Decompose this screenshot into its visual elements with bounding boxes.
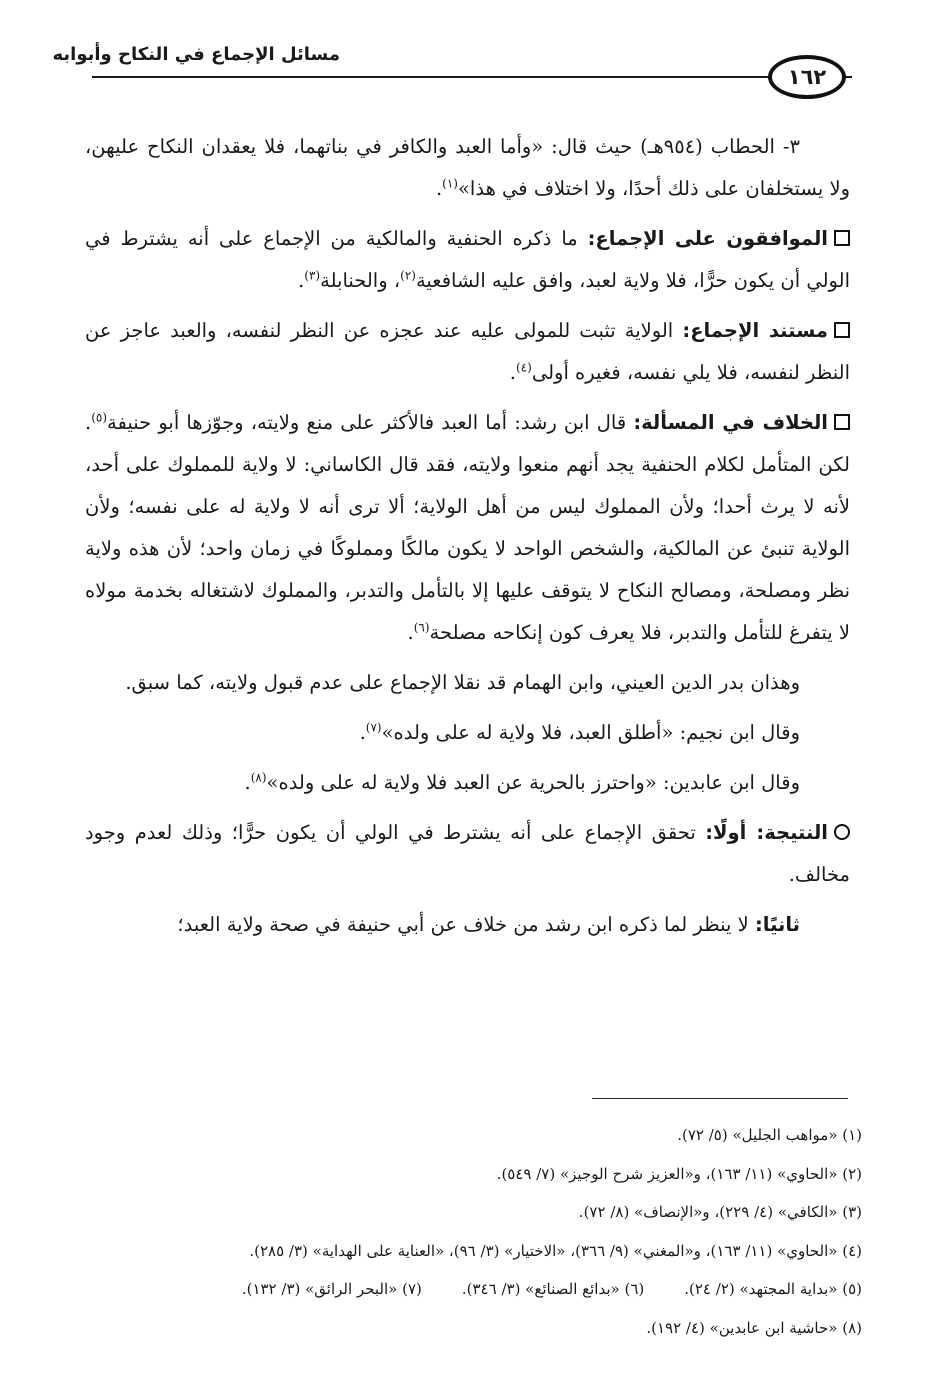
- paragraph-hattab-quote: ٣- الحطاب (٩٥٤هـ) حيث قال: «وأما العبد والكافر في بناتهما، فلا يعقدان النكاح عليهن، ولا يستخلفان على ذلك أحدًا، ولا اختلاف في هذا»$^{(١)}$.: [85, 135, 850, 200]
- square-bullet-icon: [834, 230, 850, 246]
- footnote-5: (٥) «بداية المجتهد» (٢/ ٢٤).: [684, 1280, 862, 1298]
- paragraph-result-first: النتيجة: أولًا: تحقق الإجماع على أنه يشترط في الولي أن يكون حرًّا؛ وذلك لعدم وجود مخالف.: [85, 821, 850, 886]
- section-heading: الخلاف في المسألة:: [633, 411, 828, 434]
- footnote-4: (٤) «الحاوي» (١١/ ١٦٣)، و«المغني» (٩/ ٣٦٦)، «الاختيار» (٣/ ٩٦)، «العناية على الهداية» (٣/ ٢٨٥).: [249, 1241, 862, 1260]
- page-number-badge: ١٦٢: [768, 55, 846, 99]
- footnote-ref: (١): [442, 176, 458, 191]
- footnote-3: (٣) «الكافي» (٤/ ٢٢٩)، و«الإنصاف» (٨/ ٧٢).: [578, 1203, 862, 1221]
- paragraph-ibn-nujaym: وقال ابن نجيم: «أطلق العبد، فلا ولاية له على ولده»$^{(٧)}$.: [359, 720, 800, 744]
- footnote-ref: (٥): [91, 410, 108, 425]
- paragraph-basis-of-consensus: مستند الإجماع: الولاية تثبت للمولى عليه عند عجزه عن النظر لنفسه، والعبد عاجز عن النظر لنفسه، فلا يلي نفسه، فغيره أولى$^{(٤)}$.: [85, 319, 850, 384]
- footnotes: [82, 1116, 862, 1347]
- footnote-ref: (٨): [250, 770, 267, 785]
- section-heading: الموافقون على الإجماع:: [587, 227, 828, 250]
- footnote-8: (٨) «حاشية ابن عابدين» (٤/ ١٩٢).: [646, 1318, 862, 1337]
- paragraph-disagreement: الخلاف في المسألة: قال ابن رشد: أما العبد فالأكثر على منع ولايته، وجوّزها أبو حنيفة$^{(٥)}$. لكن المتأمل لكلام الحنفية يجد أنهم منعوا ولايته، فقد قال الكاساني: لا ولاية للمملوك على أحد، لأنه لا يرث أحدا؛ ولأن المملوك ليس من أهل الولاية؛ ألا ترى أنه لا ولاية له على نفسه؛ ولأن الولاية تنبئ عن المالكية، والشخص الواحد لا يكون مالكًا ومملوكًا في زمان واحد؛ لأن هذه ولاية نظر ومصلحة، ومصالح النكاح لا يتوقف عليها إلا بالتأمل والتدبر، والمملوك لاشتغاله بخدمة مولاه لا يتفرغ للتأمل والتدبر، فلا يعرف كون إنكاحه مصلحة$^{(٦)}$.: [85, 410, 850, 644]
- footnote-ref: (٦): [413, 620, 430, 635]
- footnote-ref: (٢): [400, 268, 416, 283]
- footnote-separator: [592, 1098, 848, 1099]
- square-bullet-icon: [834, 322, 850, 338]
- footnote-7: (٧) «البحر الرائق» (٣/ ١٣٢).: [241, 1280, 422, 1298]
- running-header-title: مسائل الإجماع في النكاح وأبوابه: [52, 44, 340, 65]
- paragraph-ayni-ibn-humam: وهذان بدر الدين العيني، وابن الهمام قد نقلا الإجماع على عدم قبول ولايته، كما سبق.: [125, 671, 800, 694]
- footnote-row-5-7: [82, 1270, 862, 1309]
- footnote-ref: (٣): [304, 268, 321, 283]
- paragraph-agreeing-opinions: الموافقون على الإجماع: ما ذكره الحنفية والمالكية من الإجماع على أنه يشترط في الولي أن يكون حرًّا، فلا ولاية لعبد، وافق عليه الشافعية$^{(٢)}$، والحنابلة$^{(٣)}$.: [85, 227, 850, 292]
- header-rule: [92, 76, 852, 78]
- circle-bullet-icon: [834, 824, 850, 840]
- paragraph-text: ٣- الحطاب (٩٥٤هـ) حيث قال: «وأما العبد والكافر في بناتهما، فلا يعقدان النكاح عليهن، ولا يستخلفان على ذلك أحدًا، ولا اختلاف في هذا»: [85, 135, 850, 200]
- square-bullet-icon: [834, 414, 850, 430]
- footnote-ref: (٤): [516, 360, 532, 375]
- footnote-ref: (٧): [365, 720, 382, 735]
- paragraph-result-second: ثانيًا: لا ينظر لما ذكره ابن رشد من خلاف عن أبي حنيفة في صحة ولاية العبد؛: [177, 913, 800, 936]
- section-heading: ثانيًا:: [754, 913, 800, 936]
- footnote-1: (١) «مواهب الجليل» (٥/ ٧٢).: [677, 1126, 862, 1144]
- paragraph-ibn-abidin: وقال ابن عابدين: «واحترز بالحرية عن العبد فلا ولاية له على ولده»$^{(٨)}$.: [244, 770, 800, 794]
- main-text: [85, 126, 850, 954]
- section-heading: مستند الإجماع:: [682, 319, 829, 342]
- footnote-6: (٦) «بدائع الصنائع» (٣/ ٣٤٦).: [461, 1280, 645, 1298]
- section-heading: النتيجة: أولًا:: [705, 821, 828, 844]
- footnote-2: (٢) «الحاوي» (١١/ ١٦٣)، و«العزيز شرح الوجيز» (٧/ ٥٤٩).: [496, 1164, 862, 1183]
